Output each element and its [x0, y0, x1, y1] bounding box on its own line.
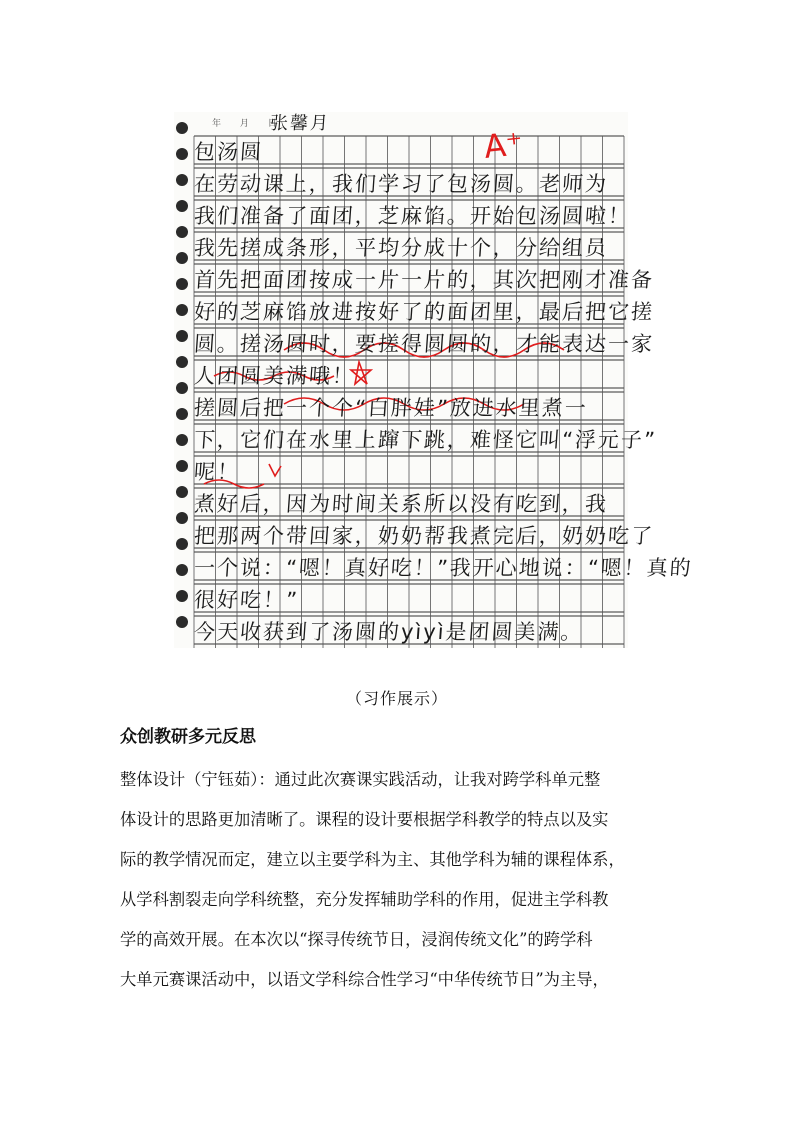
handwritten-line: 今天收获到了汤圆的yìyì是团圆美满。 — [193, 620, 585, 644]
handwritten-line: 我先搓成条形，平均分成十个，分给组员 — [193, 236, 609, 260]
paragraph-line: 大单元赛课活动中，以语文学科综合性学习“中华传统节日”为主导， — [120, 970, 609, 989]
handwritten-line: 煮好后，因为时间关系所以没有吃到，我 — [193, 492, 609, 516]
handwritten-line: 一个说：“嗯！真好吃！”我开心地说：“嗯！真的 — [193, 556, 694, 580]
photo-caption: （习作展示） — [345, 689, 448, 708]
handwritten-line: 首先把面团按成一片一片的，其次把刚才准备 — [193, 268, 655, 292]
paragraph-line: 整体设计（宁钰茹）：通过此次赛课实践活动，让我对跨学科单元整 — [120, 770, 601, 789]
handwritten-line: 好的芝麻馅放进按好了的面团里，最后把它搓 — [193, 300, 655, 324]
paragraph-line: 从学科割裂走向学科统整，充分发挥辅助学科的作用，促进主学科教 — [120, 890, 609, 909]
handwritten-line: 下，它们在水里上蹿下跳，难怪它叫“浮元子” — [193, 428, 658, 452]
paragraph-line: 体设计的思路更加清晰了。课程的设计要根据学科教学的特点以及实 — [120, 810, 609, 829]
binding-holes — [176, 122, 188, 628]
handwritten-line: 我们准备了面团，芝麻馅。开始包汤圆啦！ — [193, 204, 632, 228]
paragraph-line: 际的教学情况而定，建立以主要学科为主、其他学科为辅的课程体系， — [120, 850, 625, 869]
handwritten-line: 人团圆美满哦！ — [193, 364, 356, 388]
handwritten-line: 在劳动课上，我们学习了包汤圆。老师为 — [193, 172, 609, 196]
handwritten-title: 包汤圆 — [193, 140, 264, 164]
date-header-labels: 年 月 日 — [212, 119, 285, 129]
handwritten-line: 搓圆后把一个个“白胖娃”放进水里煮一 — [193, 396, 589, 420]
handwritten-line: 呢！ — [193, 460, 241, 484]
body-paragraph — [120, 760, 675, 1000]
handwritten-line: 很好吃！” — [193, 588, 300, 612]
student-name-scribble: 张馨月 — [269, 113, 331, 134]
section-heading: 众创教研多元反思 — [120, 727, 256, 747]
grade-mark: A⁺ — [482, 124, 525, 166]
handwritten-line: 把那两个带回家，奶奶帮我煮完后，奶奶吃了 — [193, 524, 655, 548]
handwritten-line: 圆。搓汤圆时，要搓得圆圆的，才能表达一家 — [193, 332, 655, 356]
paragraph-line: 学的高效开展。在本次以“探寻传统节日，浸润传统文化”的跨学科 — [120, 930, 593, 949]
handwritten-composition-photo — [174, 112, 694, 648]
